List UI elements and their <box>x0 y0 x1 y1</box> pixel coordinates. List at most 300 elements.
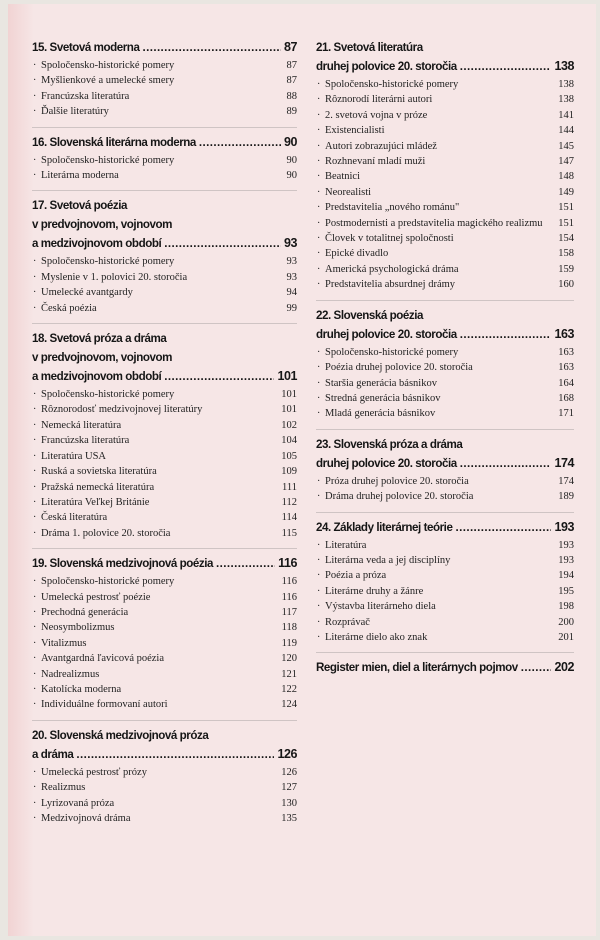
section-separator <box>316 300 574 301</box>
subsection-item[interactable] <box>32 495 297 510</box>
bullet-icon: · <box>33 450 37 462</box>
subsection-list <box>32 765 297 827</box>
dot-leader <box>164 367 274 386</box>
subsection-page-number: 124 <box>281 699 297 711</box>
subsection-list <box>32 58 297 120</box>
bullet-icon: · <box>317 491 321 503</box>
subsection-label: Nemecká literatúra <box>41 419 122 431</box>
chapter-title-line: v predvojnovom, vojnovom <box>32 351 172 365</box>
chapter-title-line: druhej polovice 20. storočia <box>316 60 457 73</box>
subsection-page-number: 114 <box>281 512 297 524</box>
subsection-page-number: 94 <box>286 287 297 299</box>
subsection-item[interactable] <box>32 104 297 119</box>
subsection-item[interactable] <box>32 510 297 525</box>
subsection-label: Dráma 1. polovice 20. storočia <box>41 527 171 539</box>
subsection-item[interactable] <box>32 153 297 168</box>
chapter-title-line: 16. Slovenská literárna moderna <box>32 135 196 149</box>
toc-section <box>32 554 297 713</box>
subsection-label: Poézia druhej polovice 20. storočia <box>325 362 473 374</box>
subsection-list <box>316 345 574 422</box>
subsection-page-number: 145 <box>558 140 574 152</box>
subsection-label: Próza druhej polovice 20. storočia <box>325 475 469 487</box>
subsection-page-number: 116 <box>281 591 297 603</box>
toc-section <box>32 133 297 184</box>
subsection-page-number: 160 <box>558 279 574 291</box>
bullet-icon: · <box>317 125 321 137</box>
subsection-label: Literárna moderna <box>41 170 119 182</box>
subsection-item[interactable] <box>316 615 574 630</box>
bullet-icon: · <box>317 408 321 420</box>
chapter-title-line: 15. Svetová moderna <box>32 41 140 54</box>
subsection-label: Lyrizovaná próza <box>41 797 115 809</box>
subsection-label: Literatúra USA <box>41 450 107 462</box>
section-separator <box>32 190 297 191</box>
subsection-page-number: 115 <box>281 527 297 539</box>
subsection-label: Realizmus <box>41 782 86 794</box>
subsection-page-number: 105 <box>281 450 297 462</box>
chapter-heading[interactable] <box>32 329 297 386</box>
subsection-item[interactable] <box>316 216 574 231</box>
subsection-item[interactable] <box>316 139 574 154</box>
subsection-page-number: 149 <box>558 186 574 198</box>
subsection-label: Stredná generácia básnikov <box>325 392 441 404</box>
subsection-item[interactable] <box>316 246 574 261</box>
toc-section <box>316 658 574 677</box>
subsection-label: Beatnici <box>325 171 360 183</box>
chapter-heading[interactable] <box>32 554 297 573</box>
chapter-heading[interactable] <box>316 435 574 473</box>
bullet-icon: · <box>33 60 37 71</box>
bullet-icon: · <box>33 466 37 478</box>
subsection-item[interactable] <box>316 538 574 553</box>
bullet-icon: · <box>33 154 37 166</box>
dot-leader <box>521 658 552 677</box>
subsection-page-number: 194 <box>558 570 574 582</box>
bullet-icon: · <box>33 287 37 299</box>
subsection-page-number: 117 <box>281 606 297 618</box>
chapter-title-line: v predvojnovom, vojnovom <box>32 218 172 232</box>
bullet-icon: · <box>317 233 321 245</box>
subsection-list <box>32 153 297 184</box>
bullet-icon: · <box>317 475 321 487</box>
bullet-icon: · <box>317 140 321 152</box>
subsection-item[interactable] <box>316 599 574 614</box>
subsection-label: Rôznorodosť medzivojnovej literatúry <box>41 404 203 416</box>
bullet-icon: · <box>317 362 321 374</box>
subsection-label: Spoločensko-historické pomery <box>325 346 459 358</box>
subsection-page-number: 148 <box>558 171 574 183</box>
subsection-item[interactable] <box>32 526 297 541</box>
subsection-page-number: 151 <box>558 217 574 229</box>
subsection-page-number: 93 <box>286 271 297 283</box>
bullet-icon: · <box>317 377 321 389</box>
chapter-title-line: 24. Základy literárnej teórie <box>316 520 453 534</box>
bullet-icon: · <box>317 554 321 566</box>
subsection-label: Rôznorodí literárni autori <box>325 94 433 106</box>
subsection-label: Vitalizmus <box>41 637 87 649</box>
subsection-item[interactable] <box>316 630 574 645</box>
bullet-icon: · <box>317 156 321 168</box>
bullet-icon: · <box>33 389 37 401</box>
bullet-icon: · <box>317 248 321 260</box>
subsection-item[interactable] <box>316 406 574 421</box>
subsection-page-number: 112 <box>281 496 297 508</box>
chapter-title-line: 18. Svetová próza a dráma <box>32 332 167 346</box>
subsection-item[interactable] <box>316 77 574 92</box>
subsection-item[interactable] <box>32 301 297 316</box>
chapter-title-line: druhej polovice 20. storočia <box>316 456 457 470</box>
subsection-page-number: 193 <box>558 554 574 566</box>
chapter-heading[interactable] <box>32 38 297 57</box>
subsection-label: Rozprávač <box>325 616 370 628</box>
subsection-page-number: 189 <box>558 491 574 503</box>
subsection-page-number: 90 <box>286 170 297 182</box>
subsection-item[interactable] <box>32 682 297 697</box>
subsection-item[interactable] <box>32 667 297 682</box>
subsection-item[interactable] <box>316 489 574 504</box>
bullet-icon: · <box>317 631 321 643</box>
chapter-title-line: 21. Svetová literatúra <box>316 41 423 54</box>
chapter-title-line: 17. Svetová poézia <box>32 199 128 213</box>
subsection-label: Mladá generácia básnikov <box>325 408 436 420</box>
bullet-icon: · <box>33 782 37 794</box>
subsection-page-number: 89 <box>286 106 297 118</box>
subsection-item[interactable] <box>316 345 574 360</box>
subsection-item[interactable] <box>32 89 297 104</box>
bullet-icon: · <box>317 171 321 183</box>
subsection-label: Dráma druhej polovice 20. storočia <box>325 491 474 503</box>
chapter-title-line: druhej polovice 20. storočia <box>316 327 457 341</box>
chapter-title-line: 23. Slovenská próza a dráma <box>316 437 463 451</box>
subsection-page-number: 90 <box>286 154 297 166</box>
subsection-item[interactable] <box>32 574 297 589</box>
subsection-item[interactable] <box>32 636 297 651</box>
subsection-item[interactable] <box>32 780 297 795</box>
subsection-item[interactable] <box>32 697 297 712</box>
bullet-icon: · <box>33 512 37 524</box>
toc-section <box>32 329 297 541</box>
subsection-page-number: 168 <box>558 392 574 404</box>
subsection-item[interactable] <box>32 433 297 448</box>
subsection-label: Literatúra <box>325 539 367 551</box>
subsection-page-number: 144 <box>558 125 574 137</box>
subsection-page-number: 163 <box>558 346 574 358</box>
bullet-icon: · <box>33 797 37 809</box>
subsection-label: Francúzska literatúra <box>41 435 130 447</box>
subsection-item[interactable] <box>316 92 574 107</box>
bullet-icon: · <box>33 637 37 649</box>
subsection-list <box>316 538 574 646</box>
bullet-icon: · <box>33 683 37 695</box>
subsection-item[interactable] <box>316 553 574 568</box>
subsection-item[interactable] <box>32 387 297 402</box>
dot-leader <box>460 325 552 344</box>
subsection-item[interactable] <box>316 169 574 184</box>
bullet-icon: · <box>317 94 321 106</box>
dot-leader <box>460 57 552 76</box>
section-separator <box>316 429 574 430</box>
subsection-page-number: 138 <box>558 79 574 90</box>
section-separator <box>32 127 297 128</box>
chapter-title-line: 20. Slovenská medzivojnová próza <box>32 728 209 742</box>
toc-section <box>32 196 297 316</box>
subsection-item[interactable] <box>316 584 574 599</box>
subsection-item[interactable] <box>316 200 574 215</box>
subsection-label: Literárne dielo ako znak <box>325 631 428 643</box>
subsection-page-number: 122 <box>281 683 297 695</box>
chapter-page-number: 87 <box>283 40 297 54</box>
subsection-item[interactable] <box>316 360 574 375</box>
subsection-page-number: 195 <box>558 585 574 597</box>
bullet-icon: · <box>33 435 37 447</box>
subsection-label: Francúzska literatúra <box>41 90 130 102</box>
subsection-label: Staršia generácia básnikov <box>325 377 437 389</box>
subsection-label: Umelecká pestrosť poézie <box>41 591 151 603</box>
subsection-list <box>316 77 574 293</box>
subsection-page-number: 101 <box>281 404 297 416</box>
bullet-icon: · <box>317 279 321 291</box>
subsection-item[interactable] <box>32 73 297 88</box>
subsection-label: Myšlienkové a umelecké smery <box>41 75 175 87</box>
subsection-page-number: 193 <box>558 539 574 551</box>
chapter-page-number: 126 <box>277 746 297 761</box>
dot-leader <box>199 133 281 152</box>
subsection-item[interactable] <box>32 651 297 666</box>
subsection-page-number: 164 <box>558 377 574 389</box>
bullet-icon: · <box>33 576 37 588</box>
subsection-label: Autori zobrazujúci mládež <box>325 140 437 152</box>
chapter-page-number: 101 <box>277 369 297 384</box>
subsection-item[interactable] <box>32 796 297 811</box>
subsection-item[interactable] <box>32 620 297 635</box>
subsection-label: Katolícka moderna <box>41 683 122 695</box>
dot-leader <box>460 454 552 473</box>
subsection-label: Umelecké avantgardy <box>41 287 133 299</box>
subsection-item[interactable] <box>32 58 297 73</box>
bullet-icon: · <box>317 585 321 597</box>
subsection-page-number: 87 <box>286 60 297 71</box>
chapter-page-number: 93 <box>283 236 297 251</box>
subsection-label: Rozhnevaní mladí muži <box>325 156 426 168</box>
dot-leader <box>164 234 281 253</box>
bullet-icon: · <box>317 392 321 404</box>
subsection-label: Spoločensko-historické pomery <box>41 576 175 588</box>
subsection-label: Spoločensko-historické pomery <box>41 389 175 401</box>
subsection-label: Výstavba literárneho diela <box>325 601 436 613</box>
bullet-icon: · <box>33 170 37 182</box>
chapter-page-number: 138 <box>554 59 574 73</box>
subsection-list <box>32 387 297 541</box>
subsection-label: Literatúra Veľkej Británie <box>41 496 150 508</box>
subsection-label: Česká poézia <box>41 302 97 314</box>
subsection-label: Poézia a próza <box>325 570 387 582</box>
chapter-heading[interactable] <box>316 38 574 76</box>
subsection-page-number: 201 <box>558 631 574 643</box>
chapter-page-number: 163 <box>554 326 574 341</box>
bullet-icon: · <box>33 699 37 711</box>
chapter-title-line: a dráma <box>32 747 74 761</box>
subsection-page-number: 154 <box>558 233 574 245</box>
subsection-label: Spoločensko-historické pomery <box>41 154 175 166</box>
section-separator <box>32 323 297 324</box>
chapter-heading[interactable] <box>316 518 574 537</box>
toc-section <box>32 726 297 827</box>
subsection-label: Avantgardná ľavicová poézia <box>41 653 165 665</box>
subsection-list <box>32 254 297 316</box>
subsection-label: Neorealisti <box>325 186 372 198</box>
chapter-page-number: 90 <box>283 134 297 149</box>
subsection-item[interactable] <box>32 285 297 300</box>
dot-leader <box>216 554 275 573</box>
subsection-item[interactable] <box>32 168 297 183</box>
subsection-item[interactable] <box>32 605 297 620</box>
subsection-page-number: 174 <box>558 475 574 487</box>
chapter-heading[interactable] <box>316 306 574 344</box>
subsection-item[interactable] <box>316 474 574 489</box>
subsection-item[interactable] <box>32 270 297 285</box>
subsection-page-number: 88 <box>286 90 297 102</box>
chapter-page-number: 193 <box>554 519 574 534</box>
subsection-item[interactable] <box>32 590 297 605</box>
subsection-label: 2. svetová vojna v próze <box>325 109 428 121</box>
bullet-icon: · <box>317 570 321 582</box>
subsection-page-number: 135 <box>281 813 297 824</box>
subsection-label: Česká literatúra <box>41 512 108 524</box>
subsection-page-number: 151 <box>558 202 574 214</box>
subsection-page-number: 99 <box>286 302 297 314</box>
subsection-item[interactable] <box>32 449 297 464</box>
bullet-icon: · <box>33 813 37 824</box>
subsection-label: Ruská a sovietska literatúra <box>41 466 157 478</box>
dot-leader <box>142 38 281 57</box>
subsection-page-number: 104 <box>281 435 297 447</box>
bullet-icon: · <box>33 75 37 87</box>
subsection-item[interactable] <box>316 277 574 292</box>
subsection-item[interactable] <box>32 765 297 780</box>
subsection-page-number: 130 <box>281 797 297 809</box>
subsection-page-number: 126 <box>281 766 297 778</box>
subsection-label: Individuálne formovaní autori <box>41 699 168 711</box>
subsection-page-number: 138 <box>558 94 574 106</box>
chapter-page-number: 116 <box>278 556 297 571</box>
subsection-item[interactable] <box>32 254 297 269</box>
bullet-icon: · <box>317 601 321 613</box>
subsection-page-number: 101 <box>281 389 297 401</box>
subsection-label: Neosymbolizmus <box>41 622 115 634</box>
subsection-label: Predstavitelia absurdnej drámy <box>325 279 456 291</box>
subsection-page-number: 171 <box>558 408 574 420</box>
subsection-page-number: 111 <box>282 481 297 493</box>
page-binding-shadow <box>8 4 37 936</box>
subsection-item[interactable] <box>32 811 297 826</box>
subsection-label: Umelecká pestrosť prózy <box>41 766 147 778</box>
section-separator <box>32 548 297 549</box>
subsection-label: Spoločensko-historické pomery <box>325 79 459 90</box>
subsection-page-number: 147 <box>558 156 574 168</box>
bullet-icon: · <box>33 606 37 618</box>
bullet-icon: · <box>317 109 321 121</box>
subsection-label: Spoločensko-historické pomery <box>41 256 175 268</box>
subsection-item[interactable] <box>316 568 574 583</box>
chapter-page-number: 202 <box>554 660 574 675</box>
section-separator <box>32 720 297 721</box>
bullet-icon: · <box>33 653 37 665</box>
bullet-icon: · <box>33 404 37 416</box>
subsection-item[interactable] <box>32 418 297 433</box>
subsection-item[interactable] <box>316 262 574 277</box>
subsection-label: Postmodernisti a predstavitelia magického realizmu <box>325 217 543 229</box>
subsection-label: Literárne druhy a žánre <box>325 585 424 597</box>
chapter-heading[interactable] <box>316 658 574 677</box>
subsection-page-number: 141 <box>558 109 574 121</box>
bullet-icon: · <box>33 90 37 102</box>
bullet-icon: · <box>33 481 37 493</box>
toc-left-column <box>32 38 297 826</box>
bullet-icon: · <box>33 256 37 268</box>
chapter-heading[interactable] <box>32 133 297 152</box>
subsection-page-number: 121 <box>281 668 297 680</box>
section-separator <box>316 652 574 653</box>
subsection-label: Prechodná generácia <box>41 606 129 618</box>
bullet-icon: · <box>317 263 321 275</box>
bullet-icon: · <box>317 539 321 551</box>
subsection-item[interactable] <box>32 402 297 417</box>
subsection-page-number: 200 <box>558 616 574 628</box>
subsection-item[interactable] <box>316 185 574 200</box>
subsection-page-number: 102 <box>281 419 297 431</box>
toc-section <box>316 306 574 422</box>
bullet-icon: · <box>317 186 321 198</box>
subsection-page-number: 198 <box>558 601 574 613</box>
subsection-item[interactable] <box>316 391 574 406</box>
chapter-heading[interactable] <box>32 196 297 253</box>
subsection-label: Myslenie v 1. polovici 20. storočia <box>41 271 188 283</box>
subsection-item[interactable] <box>316 154 574 169</box>
subsection-item[interactable] <box>316 376 574 391</box>
toc-right-column <box>316 38 574 677</box>
bullet-icon: · <box>317 79 321 90</box>
bullet-icon: · <box>33 591 37 603</box>
book-page <box>8 4 596 936</box>
subsection-item[interactable] <box>316 123 574 138</box>
subsection-item[interactable] <box>316 231 574 246</box>
subsection-label: Americká psychologická dráma <box>325 263 459 275</box>
subsection-label: Medzivojnová dráma <box>41 813 131 824</box>
subsection-label: Pražská nemecká literatúra <box>41 481 155 493</box>
subsection-page-number: 127 <box>281 782 297 794</box>
subsection-label: Epické divadlo <box>325 248 389 260</box>
subsection-page-number: 159 <box>558 263 574 275</box>
subsection-label: Literárna veda a jej disciplíny <box>325 554 451 566</box>
chapter-page-number: 174 <box>554 455 574 470</box>
subsection-label: Ďalšie literatúry <box>41 106 109 118</box>
subsection-item[interactable] <box>32 464 297 479</box>
bullet-icon: · <box>317 346 321 358</box>
subsection-label: Existencialisti <box>325 125 385 137</box>
subsection-item[interactable] <box>32 480 297 495</box>
subsection-item[interactable] <box>316 108 574 123</box>
subsection-page-number: 109 <box>281 466 297 478</box>
subsection-label: Predstavitelia „nového románu" <box>325 202 460 214</box>
chapter-title-line: 19. Slovenská medzivojnová poézia <box>32 557 214 571</box>
chapter-title-line: Register mien, diel a literárnych pojmov <box>316 661 518 675</box>
subsection-label: Človek v totalitnej spoločnosti <box>325 233 454 245</box>
toc-section <box>316 38 574 293</box>
chapter-title-line: a medzivojnovom období <box>32 370 162 384</box>
bullet-icon: · <box>33 302 37 314</box>
chapter-heading[interactable] <box>32 726 297 764</box>
bullet-icon: · <box>33 766 37 778</box>
